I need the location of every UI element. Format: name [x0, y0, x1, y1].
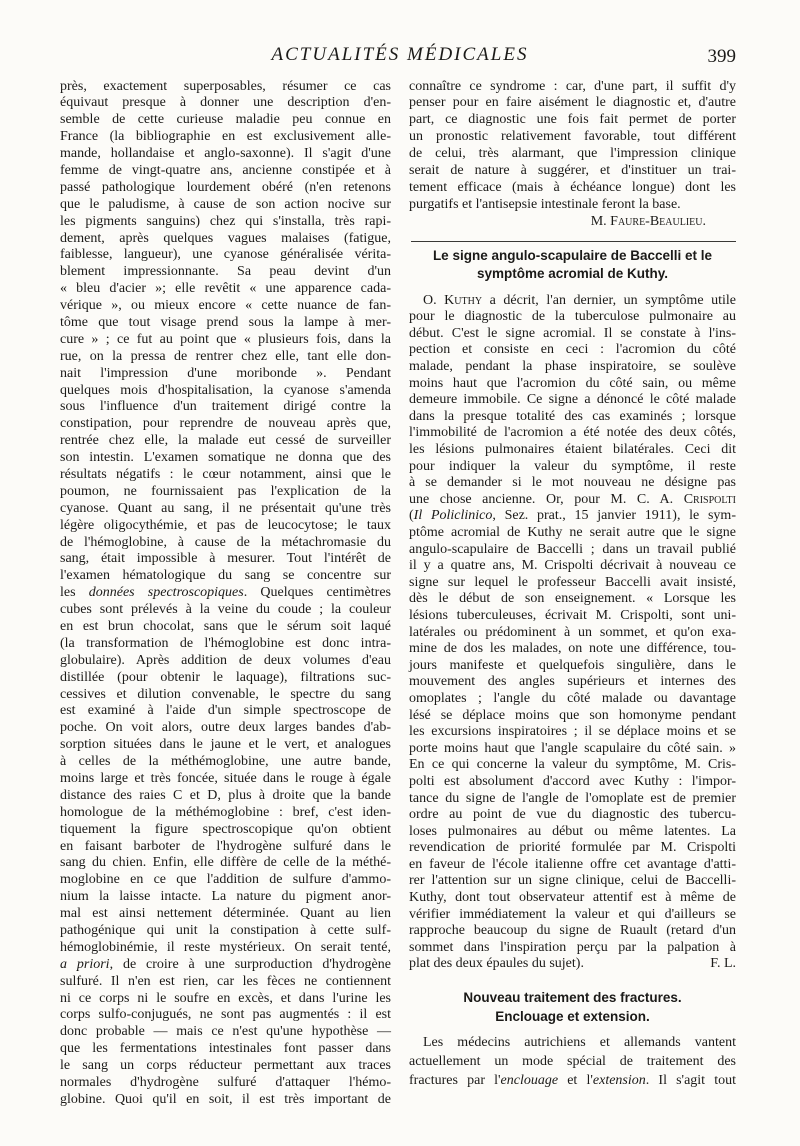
text-line [409, 608, 736, 625]
text-line [409, 326, 736, 343]
text-line [60, 551, 391, 568]
line-text: passé pathologique lourdement obéré (n'en retenons [60, 179, 391, 195]
small-caps-name: Crispolti [683, 491, 736, 507]
line-text: il y a quatre ans, M. Crispolti décrivait à nouveau ce [409, 558, 736, 574]
line-text: globine. Quoi qu'il en soit, il est très important de [60, 1091, 391, 1107]
line-text: Le signe angulo-scapulaire de Baccelli et le [432, 248, 713, 263]
text-line [409, 873, 736, 890]
line-text: sorption situées dans le jaune et le vert, et analogues [60, 737, 391, 753]
line-text: ptôme acromial de Kuthy ne serait autre que le signe [409, 525, 736, 540]
line-text: moins large et très foncée, située dans le rouge à égale [60, 771, 391, 787]
line-text: homologue de la méthémoglobine : bref, c'est iden- [60, 804, 391, 820]
text-line [60, 687, 391, 704]
text-line [60, 1007, 391, 1024]
text-line [60, 197, 391, 214]
line-text: nium la laisse intacte. La nature du pigment anor- [60, 889, 391, 905]
text-segment: une chose ancienne. Or, pour M. C. A. [409, 491, 684, 507]
text-line [60, 163, 391, 180]
text-line [60, 349, 391, 366]
line-text: dans la presque totalité des cas examinés ; lorsque [409, 408, 736, 424]
line-text: quelques mois d'hospitalisation, la cyanose s'amenda [60, 382, 391, 398]
line-text: pour indiquer la valeur du symptôme, il reste [409, 458, 736, 474]
line-text: Les médecins autrichiens et allemands vantent [423, 1034, 736, 1050]
text-line [409, 691, 736, 708]
line-text: rue, on la pressa de rentrer chez elle, tant elle don- [60, 348, 391, 364]
article-title-line [409, 247, 736, 265]
text-line [60, 839, 391, 856]
text-line [60, 619, 391, 636]
author-initials: F. L. [710, 956, 736, 972]
text-line [60, 720, 391, 737]
line-text: rentrée chez elle, la malade eut cessé de surveiller [60, 433, 391, 449]
text-line [60, 180, 391, 197]
text-line [409, 492, 736, 509]
line-text: cyanose. Quant au sang, il ne présentait qu'une très [60, 500, 391, 516]
text-line [60, 535, 391, 552]
text-line [409, 724, 736, 741]
line-text: normales d'hydrogène sulfuré d'attaquer l'hémo- [60, 1075, 391, 1091]
text-segment: . Il s'agit tout [645, 1072, 736, 1088]
line-text: constipation, pour reprendre de nouveau après que, [60, 416, 391, 432]
text-line [409, 923, 736, 940]
text-line [60, 906, 391, 923]
line-text: symptôme acromial de Kuthy. [476, 266, 669, 281]
running-title: ACTUALITÉS MÉDICALES [271, 44, 529, 65]
line-text: rer l'attention sur un signe clinique, celui de Baccelli- [409, 873, 736, 889]
text-line [60, 872, 391, 889]
line-text: un pronostic relativement favorable, tout différent [409, 129, 736, 145]
text-line [409, 708, 736, 725]
line-text: moglobine en ce que l'addition de sulfure d'ammo- [60, 872, 391, 888]
text-line [409, 1071, 736, 1090]
line-text: femme de vingt-quatre ans, ancienne constipée et à [60, 162, 391, 178]
line-text: (la transformation de l'hémoglobine est donc intra- [60, 635, 391, 651]
line-text: en est brun chocolat, sans que le sérum soit laqué [60, 619, 391, 634]
text-line [409, 442, 736, 459]
line-text [60, 585, 391, 600]
text-line [60, 889, 391, 906]
line-text: pour le diagnostic de la tuberculose pulmonaire au [409, 309, 736, 325]
text-line [60, 95, 391, 112]
text-segment: . [702, 213, 706, 229]
text-line [60, 754, 391, 771]
line-text: sous l'influence d'un traitement dirigé contre la [60, 399, 391, 415]
text-line [60, 1024, 391, 1041]
article-title-fractures [409, 988, 736, 1026]
text-line [60, 79, 391, 96]
text-line [409, 376, 736, 393]
text-line [409, 508, 736, 525]
text-line [409, 409, 736, 426]
line-text: actuellement un mode spécial de traitement des [409, 1053, 736, 1069]
line-text: tôme que tout visage prend sous la lampe à mer- [60, 314, 391, 330]
text-line [60, 383, 391, 400]
line-text: mande, hollandaise et anglo-saxonne). Il s'agit d'une [60, 146, 391, 162]
line-text: malade, pendant la phase inspiratoire, se soulève [409, 359, 736, 375]
italic-text: a priori [60, 956, 110, 972]
line-text: mouvement des angles supérieurs et internes des [409, 674, 736, 690]
line-text: en faisant barboter de l'hydrogène sulfuré dans le [60, 838, 391, 854]
line-text: dès le début de son enseignement. « Lorsque les [409, 591, 736, 607]
line-text: les excursions inspiratoires ; il se déplace moins et se [409, 724, 736, 740]
line-text: tiquement la figure spectroscopique qu'on obtient [60, 821, 391, 837]
line-text: En ce qui concerne la valeur du symptôme, M. Cris- [409, 757, 736, 773]
text-line [60, 433, 391, 450]
text-line [409, 129, 736, 146]
text-line [60, 568, 391, 585]
text-segment: a décrit, l'an dernier, un symptôme utile [482, 292, 736, 308]
line-text: ni ce corps ni le soufre en excès, et dans l'urine les [60, 990, 391, 1006]
text-segment: ( [409, 508, 414, 524]
author-signature [409, 214, 736, 231]
line-text: en faveur de l'école italienne offre cet avantage d'atti- [409, 856, 736, 872]
text-line [60, 1058, 391, 1075]
line-text: vérique », ou mieux encore « cette nuance de fan- [60, 298, 391, 314]
text-line [409, 197, 736, 214]
line-text: serait de nature à suggérer, et d'instituer un trai- [409, 162, 736, 178]
text-line [409, 575, 736, 592]
text-line [60, 281, 391, 298]
text-line [60, 703, 391, 720]
line-text: purgatifs et l'antisepsie intestinale feront la base. [409, 196, 681, 212]
line-text: l'immobilité de l'acromion a été notée des deux côtés, [409, 425, 736, 441]
line-text: nait l'impression d'une moribonde ». Pendant [60, 365, 391, 381]
line-text: latérales ou prédominent à un sommet, et qu'on exa- [409, 624, 736, 640]
text-line [409, 342, 736, 359]
line-text: de celui, très alarmant, que l'impression clinique [409, 146, 736, 162]
article-title-line [409, 988, 736, 1007]
line-text: près, exactement superposables, résumer ce cas [60, 78, 391, 94]
line-text [409, 492, 736, 507]
line-text: ordre au point de vue du diagnostic des tubercu- [409, 807, 736, 823]
article-title-line [409, 1007, 736, 1026]
line-text: omoplates ; l'angle du côté malade ou davantage [409, 690, 736, 706]
text-line [60, 670, 391, 687]
line-text: loses pulmonaires au début ou même latentes. La [409, 823, 736, 839]
line-text: sang, était impossible à mesurer. Tout l'intérêt de [60, 551, 391, 567]
line-text: dement, après quelques vagues malaises (fatigue, [60, 230, 391, 246]
line-text: hémoglobinémie, il reste mystérieux. On serait tenté, [60, 939, 391, 955]
text-line [409, 475, 736, 492]
line-text: porte moins haut que l'angle scapulaire du côté sain. » [409, 740, 736, 756]
line-text: corps sulfo-conjugués, ne sont pas augmentés : il est [60, 1007, 391, 1023]
text-line [60, 771, 391, 788]
line-text: globulaire). Après addition de deux volumes d'eau [60, 652, 391, 668]
line-text: pection et consiste en ceci : l'acromion du côté [409, 342, 736, 358]
text-line [409, 180, 736, 197]
line-text: tement efficace (mais à échéance longue) dont les [409, 179, 736, 195]
line-text [409, 508, 736, 523]
text-line [409, 807, 736, 824]
text-line [409, 558, 736, 575]
text-line [409, 824, 736, 841]
line-text: lésions tuberculeuses, écrivait M. Crispolti, sont uni- [409, 607, 736, 623]
line-text: angulo-scapulaire de Baccelli ; dans un travail publié [409, 541, 736, 557]
text-line [60, 501, 391, 518]
line-text [60, 957, 391, 972]
text-line [409, 1052, 736, 1071]
text-segment: M. [590, 213, 611, 229]
line-text: faiblesse, langueur), une cyanose généralisée vérita- [60, 247, 391, 263]
line-text [591, 214, 706, 229]
text-segment: les [60, 585, 89, 601]
line-text: les pigments sanguins) chez qui s'installa, très rapi- [60, 213, 391, 229]
left-column [60, 79, 391, 1109]
text-line [409, 309, 736, 326]
text-line [60, 822, 391, 839]
text-line [409, 940, 736, 957]
italic-text: Il Policlinico [413, 508, 493, 524]
line-text: à se demander si le mot nouveau ne désigne pas [409, 475, 736, 491]
line-text: que le paludisme, à cause de son action nocive sur [60, 196, 391, 212]
text-line [60, 247, 391, 264]
line-text: distance des raies C et D, plus à droite que la bande [60, 787, 391, 803]
text-line [60, 315, 391, 332]
text-line [60, 518, 391, 535]
line-text: cure » ; ce fut au point que « plusieurs fois, dans la [60, 331, 391, 347]
text-line [60, 974, 391, 991]
text-line [60, 805, 391, 822]
line-text: distillée (pour obtenir le laquage), filtrations suc- [60, 669, 391, 685]
text-line [60, 416, 391, 433]
text-line [409, 625, 736, 642]
text-line [409, 392, 736, 409]
article-body-baccelli-kuthy [409, 293, 736, 973]
text-line [60, 788, 391, 805]
text-line [60, 366, 391, 383]
line-text: Kuthy, dont tout observateur attentif est à même de [409, 890, 736, 906]
text-line [60, 467, 391, 484]
small-caps-name: Kuthy [444, 292, 483, 308]
text-line [60, 653, 391, 670]
text-line [409, 146, 736, 163]
text-line [409, 425, 736, 442]
text-line [60, 957, 391, 974]
text-line [60, 231, 391, 248]
text-segment: , Sez. prat., 15 janvier 1911), le sym- [492, 508, 736, 524]
text-line [60, 585, 391, 602]
line-text: mine de dos les malades, on note une différence, tou- [409, 641, 736, 657]
text-line [409, 459, 736, 476]
line-text: cessives et dilution convenable, le spectre du sang [60, 686, 391, 702]
text-line [409, 95, 736, 112]
text-line [60, 214, 391, 231]
line-text: donc probable — mais ce n'est qu'une hypothèse — [60, 1024, 391, 1040]
text-segment: et l' [558, 1072, 593, 1088]
text-line [60, 991, 391, 1008]
italic-text: enclouage [500, 1072, 559, 1088]
text-line [409, 791, 736, 808]
text-segment: fractures par l' [409, 1072, 501, 1088]
line-text: Nouveau traitement des fractures. [463, 989, 682, 1005]
text-segment: O. [423, 292, 445, 308]
line-text: début. C'est le signe acromial. Il se constate à l'ins- [409, 325, 736, 341]
text-segment: . Quelques centimètres [243, 585, 391, 601]
line-text: France (la bibliographie en est exclusivement alle- [60, 129, 391, 145]
text-line [409, 658, 736, 675]
line-text: connaître ce syndrome : car, d'une part, il suffit d'y [409, 78, 736, 94]
text-line [409, 1033, 736, 1052]
text-line [409, 79, 736, 96]
text-line [409, 641, 736, 658]
line-text: signe sur lequel le professeur Baccelli avait insisté, [409, 574, 736, 590]
line-text [409, 1073, 736, 1088]
text-line [60, 484, 391, 501]
text-line [409, 591, 736, 608]
text-line [60, 129, 391, 146]
text-line [409, 907, 736, 924]
small-caps-name: Faure-Beaulieu [610, 213, 703, 229]
text-line [409, 840, 736, 857]
text-line [409, 741, 736, 758]
section-divider [411, 241, 736, 242]
line-text: « bleu d'acier »; elle revêtit « une apparence cada- [60, 281, 391, 297]
line-text: son intestin. L'examen somatique ne donna que des [60, 450, 391, 466]
line-text: vérifier immédiatement la valeur et qui d'ailleurs se [409, 906, 736, 922]
text-line [409, 293, 736, 310]
line-text: mal est ainsi nettement déterminée. Quant au lien [60, 906, 391, 922]
article-continuation-body [409, 79, 736, 231]
line-text: jours manifeste et quelquefois singulière, dans le [409, 657, 736, 673]
text-line [409, 774, 736, 791]
text-line [409, 857, 736, 874]
line-text: le sang un corps réducteur permettant aux traces [60, 1058, 391, 1074]
italic-text: données spectroscopiques [88, 585, 244, 601]
text-line [60, 737, 391, 754]
line-text: lésé se déplace moins que son homonyme pendant [409, 707, 736, 723]
text-line [60, 298, 391, 315]
line-text: équivaut presque à donner une description d'en- [60, 95, 391, 111]
text-line [60, 940, 391, 957]
text-line [409, 956, 736, 973]
article-title-line [409, 265, 736, 283]
text-line [409, 163, 736, 180]
text-line [60, 1092, 391, 1109]
line-text: cubes sont prélevés à la veine du coude ; la couleur [60, 602, 391, 618]
article-body-fractures [409, 1033, 736, 1090]
italic-text: extension [592, 1072, 646, 1088]
text-line [409, 542, 736, 559]
line-text: légère oligocythémie, et pas de leucocytose; le taux [60, 517, 391, 533]
line-text: poumon, ne fournissaient pas l'explication de la [60, 483, 391, 499]
line-text: à celles de la méthémoglobine, une autre bande, [60, 754, 391, 770]
text-line [60, 923, 391, 940]
line-text: sulfuré. Il n'en est rien, car les fèces ne contiennent [60, 973, 391, 989]
line-text: rapproche beaucoup du signe de Ruault (retard d'un [409, 923, 736, 939]
line-text: plat des deux épaules du sujet). [409, 956, 584, 972]
text-line [60, 636, 391, 653]
text-segment: , de croire à une surproduction d'hydrogène [109, 956, 391, 972]
text-line [60, 450, 391, 467]
line-text: les lésions pulmonaires étaient bilatérales. Ceci dit [409, 442, 736, 458]
line-text: polti est absolument d'accord avec Kuthy : l'impor- [409, 773, 736, 789]
line-text: poche. On voit alors, outre deux larges bandes d'ab- [60, 720, 391, 736]
text-line [409, 525, 736, 542]
text-line [409, 359, 736, 376]
text-line [60, 855, 391, 872]
line-text: part, ce diagnostic une fois fait permet de porter [409, 112, 736, 128]
text-line [60, 332, 391, 349]
line-text: l'examen hématologique du sang se concentre sur [60, 568, 391, 584]
line-text: blement impressionnante. Sa peau devint d'un [60, 264, 391, 280]
text-line [60, 1041, 391, 1058]
text-line [60, 1075, 391, 1092]
line-text: est examiné à l'aide d'un simple spectroscope de [60, 703, 391, 719]
line-text: résultats négatifs : le cœur notamment, ainsi que le [60, 466, 391, 482]
article-title-baccelli-kuthy [409, 247, 736, 283]
line-text: semble de cette curieuse maladie peu connue en [60, 112, 391, 128]
line-text [423, 293, 736, 308]
text-line [409, 674, 736, 691]
line-text: moins haut que l'acromion du côté sain, ou même [409, 375, 736, 391]
text-line [60, 112, 391, 129]
line-text: sang du chien. Enfin, elle diffère de celle de la méthé- [60, 855, 391, 871]
line-text: de l'hémoglobine, à cause de la métachromasie du [60, 534, 391, 550]
text-line [60, 399, 391, 416]
page-number: 399 [707, 46, 736, 67]
line-text: que les fermentations intestinales font passer dans [60, 1041, 391, 1057]
text-line [60, 264, 391, 281]
line-text: pathogénique qui unit la constipation à cette sulf- [60, 923, 391, 939]
text-line [409, 112, 736, 129]
text-line [409, 890, 736, 907]
line-text: Enclouage et extension. [495, 1008, 650, 1024]
line-text: penser pour en faire aisément le diagnostic et, d'autre [409, 95, 736, 111]
text-line [60, 146, 391, 163]
line-text: sommet dans l'inspiration perçu par la palpation à [409, 939, 736, 955]
line-text: tance du signe de l'angle de l'omoplate est de premier [409, 790, 736, 806]
line-text: demeure immobile. Ce signe a dénoncé le côté malade [409, 392, 736, 408]
line-text: revendication de priorité formulée par M. Crispolti [409, 840, 736, 856]
text-line [409, 757, 736, 774]
text-line [60, 602, 391, 619]
